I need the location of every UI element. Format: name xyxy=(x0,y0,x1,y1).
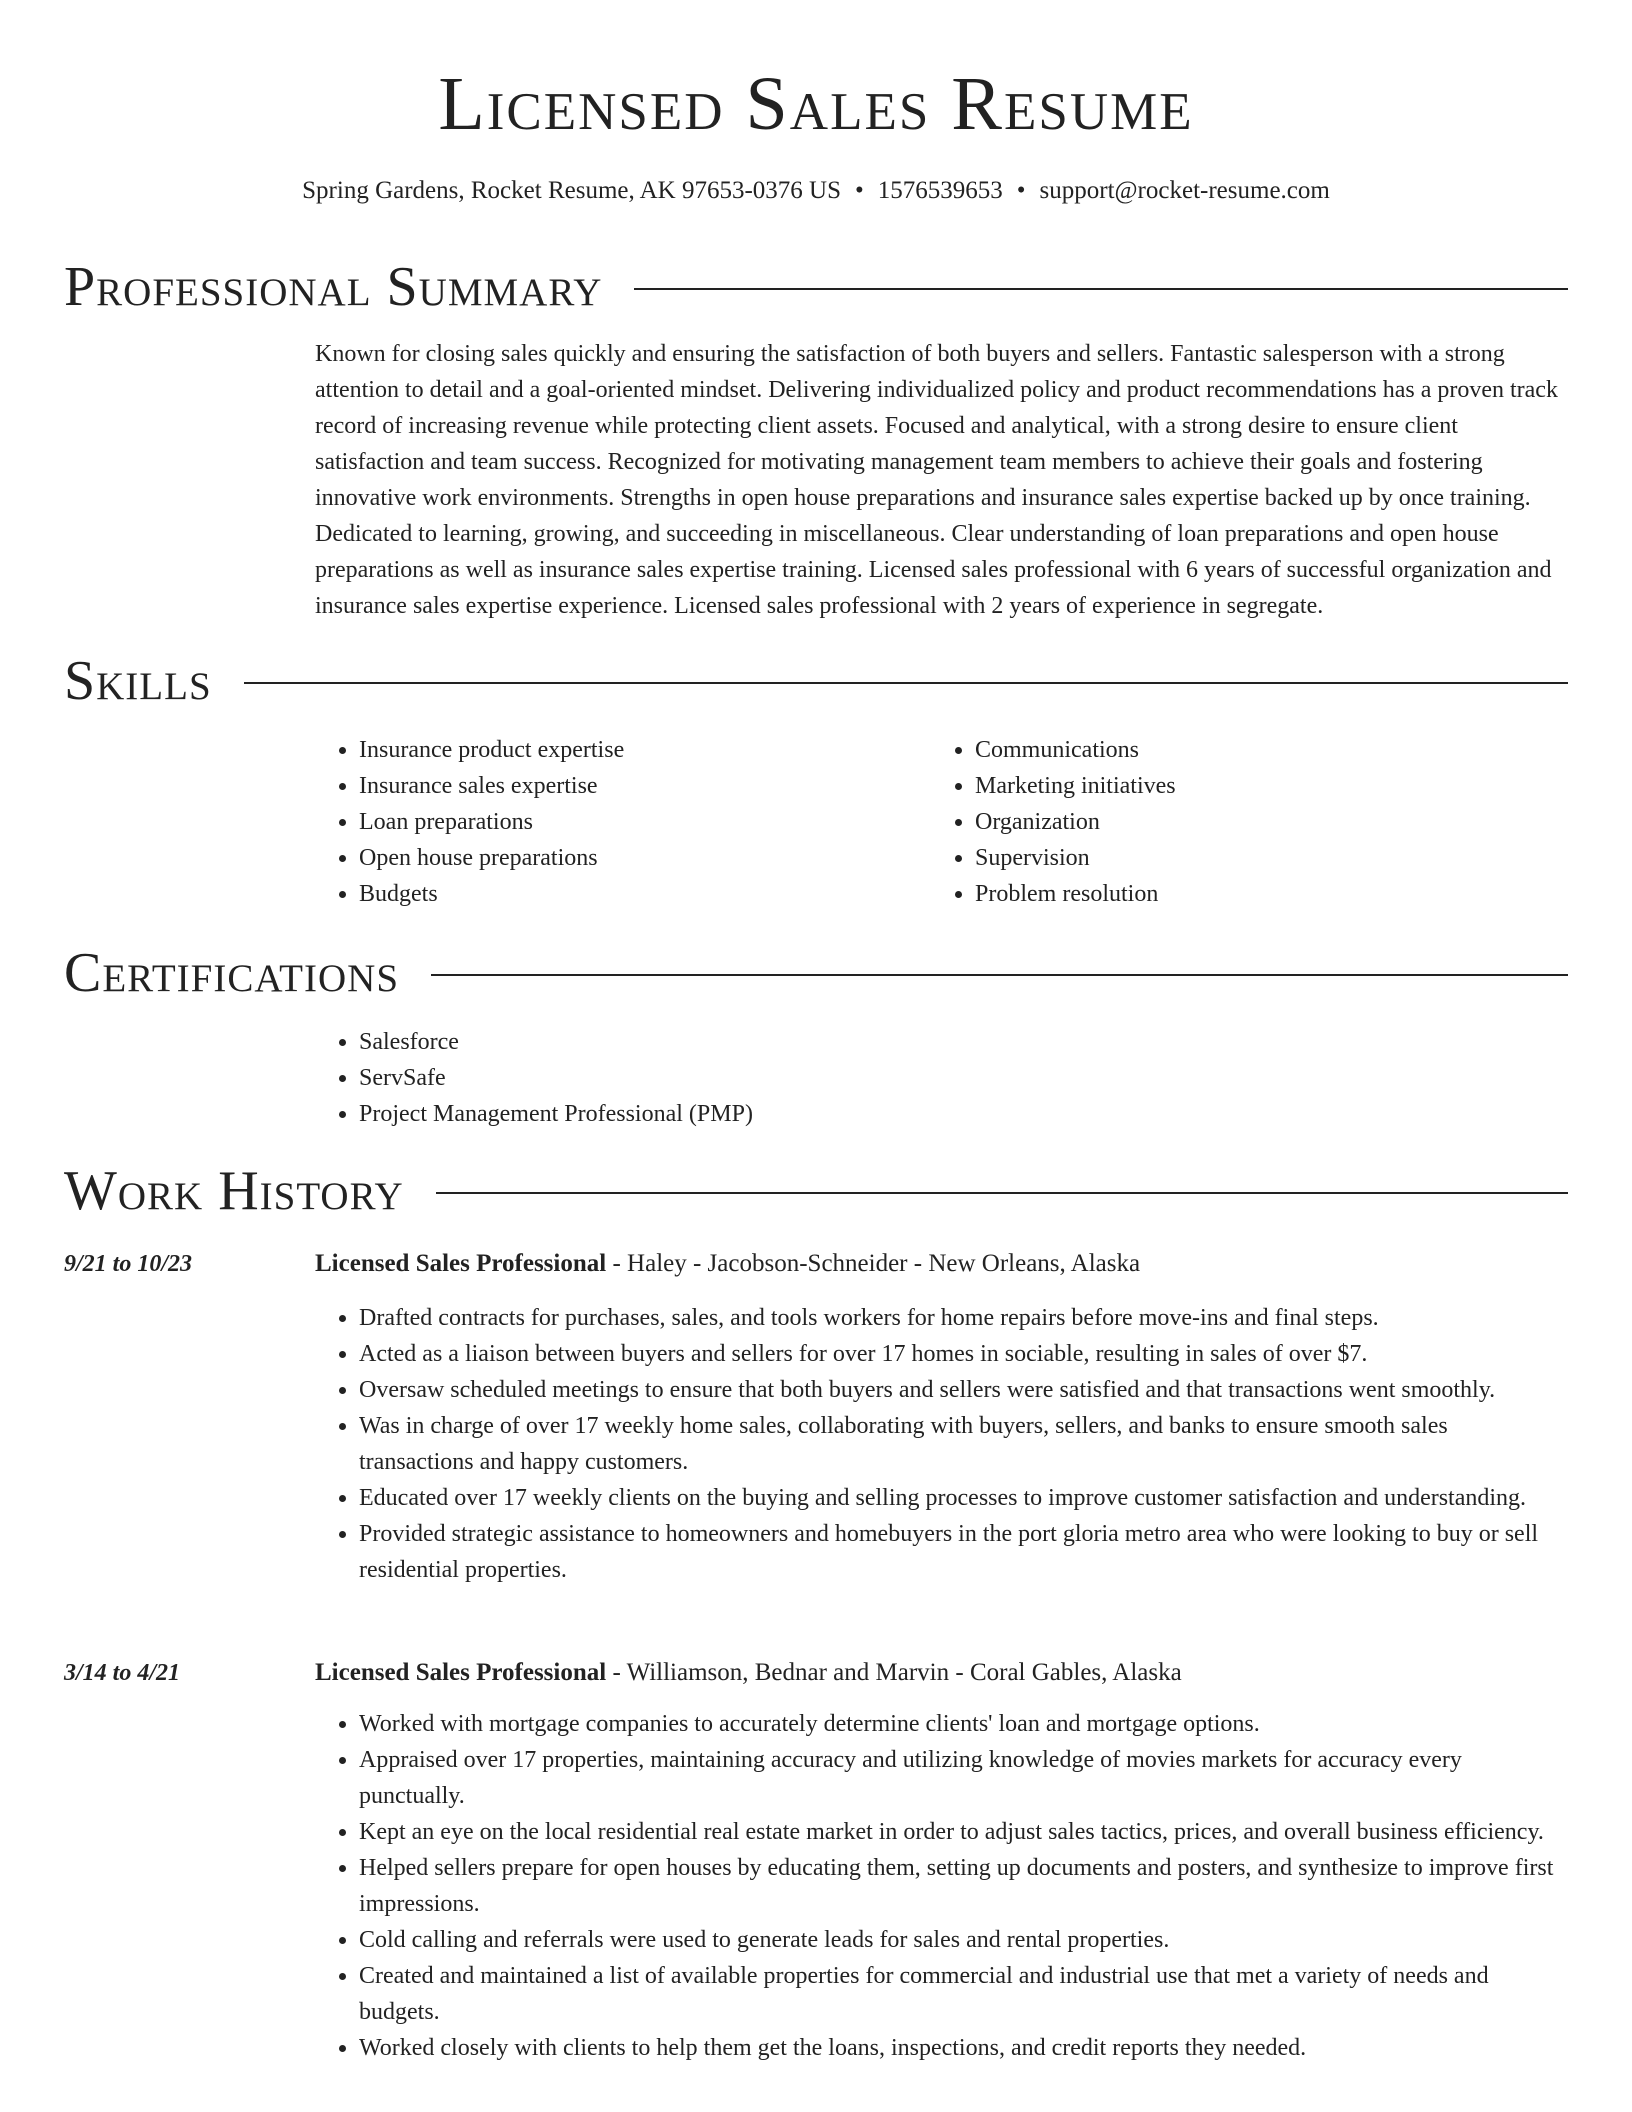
job-duty: • Educated over 17 weekly clients on the buying and selling processes to improve customer satisfaction and understanding. xyxy=(359,1480,1568,1516)
contact-separator: • xyxy=(1016,177,1026,204)
job-title: Licensed Sales Professional xyxy=(315,1659,607,1686)
job-title: Licensed Sales Professional xyxy=(315,1250,607,1277)
job-duty: • Was in charge of over 17 weekly home sales, collaborating with buyers, sellers, and banks to ensure smooth sales transactions and happy customers. xyxy=(359,1408,1568,1480)
skill-item: • Organization xyxy=(975,804,1491,840)
section-title-work: Work History xyxy=(64,1160,404,1222)
resume-title: Licensed Sales Resume xyxy=(438,62,1194,146)
job-duty: • Worked closely with clients to help them get the loans, inspections, and credit reports they needed. xyxy=(359,2030,1568,2066)
skill-item: • Communications xyxy=(975,732,1491,768)
skill-item: • Marketing initiatives xyxy=(975,768,1491,804)
contact-email: support@rocket-resume.com xyxy=(1039,177,1330,204)
certifications-block xyxy=(315,1024,1568,1132)
job-duty: • Provided strategic assistance to homeowners and homebuyers in the port gloria metro area who were looking to buy or sell residential properties. xyxy=(359,1516,1568,1588)
job-employer: - Haley - Jacobson-Schneider - New Orleans, Alaska xyxy=(606,1250,1141,1277)
skill-item: • Problem resolution xyxy=(975,876,1491,912)
certification-item: • Project Management Professional (PMP) xyxy=(359,1096,1568,1132)
job-dates: 3/14 to 4/21 xyxy=(64,1660,181,1686)
job-duty: • Worked with mortgage companies to accurately determine clients' loan and mortgage options. xyxy=(359,1706,1568,1742)
contact-phone: 1576539653 xyxy=(877,177,1003,204)
section-divider xyxy=(634,288,1568,290)
certifications-list xyxy=(315,1024,1568,1132)
job-heading xyxy=(315,1655,1568,1691)
certification-item: • Salesforce xyxy=(359,1024,1568,1060)
job-duties-list xyxy=(315,1706,1568,2066)
job-duty: • Helped sellers prepare for open houses by educating them, setting up documents and posters, and synthesize to improve first impressions. xyxy=(359,1850,1568,1922)
job-duty: • Created and maintained a list of available properties for commercial and industrial use that met a variety of needs and budgets. xyxy=(359,1958,1568,2030)
skill-item: • Supervision xyxy=(975,840,1491,876)
section-divider xyxy=(436,1192,1568,1194)
job-duties xyxy=(315,1300,1568,1588)
work-section-header xyxy=(64,1158,1568,1224)
skill-item: • Insurance sales expertise xyxy=(359,768,875,804)
job-duty: • Appraised over 17 properties, maintaining accuracy and utilizing knowledge of movies markets for accuracy every punctually. xyxy=(359,1742,1568,1814)
contact-separator: • xyxy=(855,177,864,204)
skill-item: • Insurance product expertise xyxy=(359,732,875,768)
section-title-certifications: Certifications xyxy=(64,942,400,1004)
job-duty: • Drafted contracts for purchases, sales, and tools workers for home repairs before move-ins and final steps. xyxy=(359,1300,1568,1336)
job-duty: • Oversaw scheduled meetings to ensure that both buyers and sellers were satisfied and that transactions went smoothly. xyxy=(359,1372,1568,1408)
contact-line xyxy=(0,174,1632,208)
skills-column-right xyxy=(931,732,1491,912)
summary-text: Known for closing sales quickly and ensuring the satisfaction of both buyers and sellers. Fantastic salesperson with a strong attention to detail and a goal-oriented mindset. Delivering individualized policy and product recommendations has a proven track record of increasing revenue while protecting client assets. Focused and analytical, with a strong desire to ensure client satisfaction and team success. Recognized for motivating management team members to achieve their goals and fostering innovative work environments. Strengths in open house preparations and insurance sales expertise backed up by once training. Dedicated to learning, growing, and succeeding in miscellaneous. Clear understanding of loan preparations and open house preparations as well as insurance sales expertise training. Licensed sales professional with 6 years of successful organization and insurance sales expertise experience. Licensed sales professional with 2 years of experience in segregate. xyxy=(315,341,1558,619)
job-dates: 9/21 to 10/23 xyxy=(64,1251,193,1277)
job-duties-list xyxy=(315,1300,1568,1588)
section-title-skills: Skills xyxy=(64,650,212,712)
certification-item: • ServSafe xyxy=(359,1060,1568,1096)
job-employer: - Williamson, Bednar and Marvin - Coral Gables, Alaska xyxy=(606,1659,1182,1686)
skill-item: • Budgets xyxy=(359,876,875,912)
contact-address: Spring Gardens, Rocket Resume, AK 97653-0376 US xyxy=(302,177,841,204)
section-divider xyxy=(244,682,1568,684)
skills-list-right xyxy=(931,732,1491,912)
skills-column-left xyxy=(315,732,875,912)
summary-section-header xyxy=(64,254,1568,320)
skill-item: • Loan preparations xyxy=(359,804,875,840)
job-duty: • Cold calling and referrals were used to generate leads for sales and rental properties. xyxy=(359,1922,1568,1958)
job-duties xyxy=(315,1706,1568,2066)
skills-section-header xyxy=(64,648,1568,714)
skill-item: • Open house preparations xyxy=(359,840,875,876)
section-title-summary: Professional Summary xyxy=(64,256,603,318)
certifications-section-header xyxy=(64,940,1568,1006)
job-duty: • Acted as a liaison between buyers and sellers for over 17 homes in sociable, resulting in sales of over $7. xyxy=(359,1336,1568,1372)
job-duty: • Kept an eye on the local residential real estate market in order to adjust sales tactics, prices, and overall business efficiency. xyxy=(359,1814,1568,1850)
section-divider xyxy=(431,974,1568,976)
skills-list-left xyxy=(315,732,875,912)
job-heading xyxy=(315,1246,1568,1282)
